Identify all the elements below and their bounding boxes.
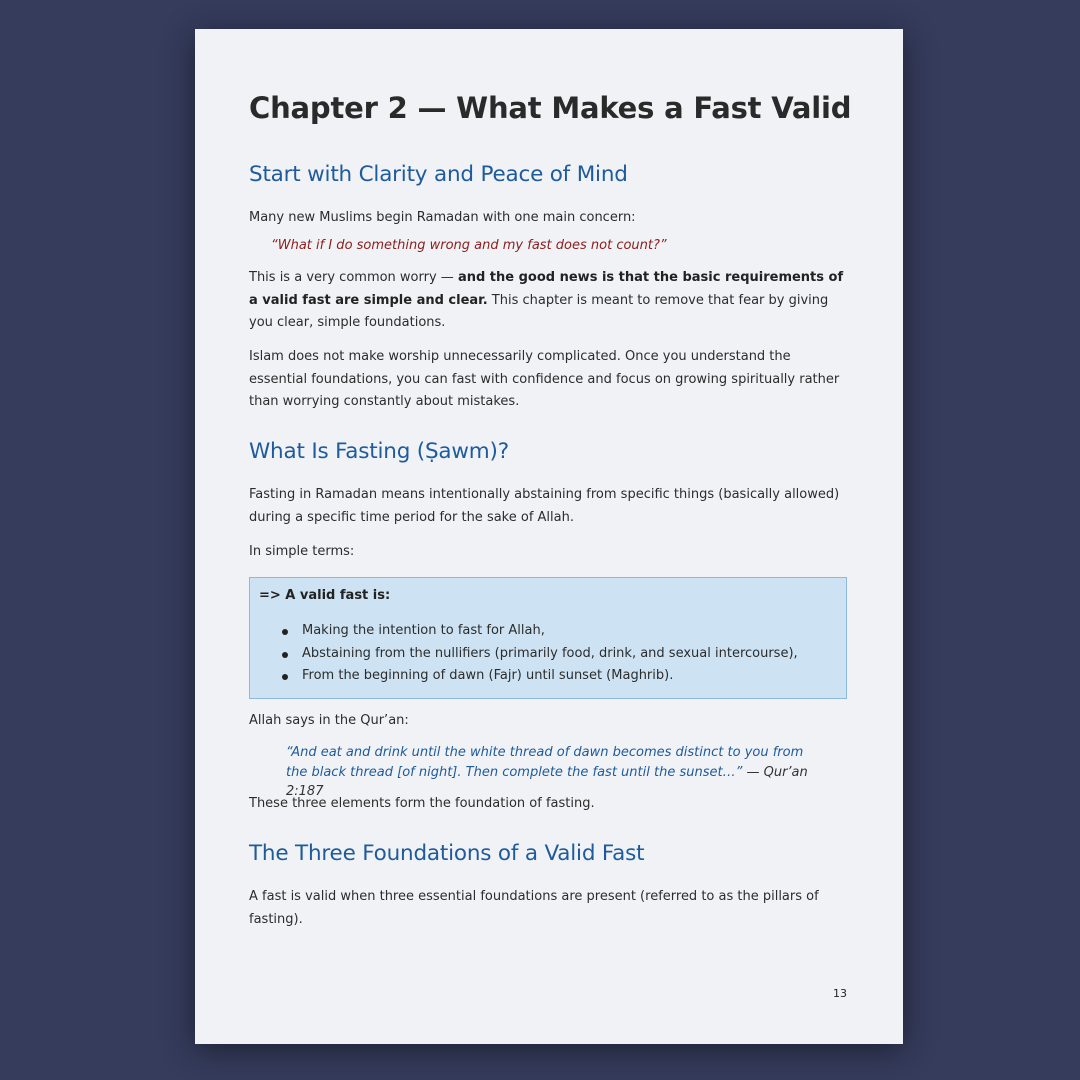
worry-quote: “What if I do something wrong and my fast does not count?”: [271, 238, 667, 253]
bold-text: and the good news is that the basic requirements of a valid fast are simple and clear.: [249, 270, 844, 308]
paragraph-simple-terms: In simple terms:: [249, 544, 355, 559]
box-title: => A valid fast is:: [259, 588, 391, 603]
page-number: 13: [833, 987, 847, 1000]
valid-fast-box: [249, 577, 847, 699]
quran-reference: — Qur’an 2:187: [286, 764, 808, 799]
bullet-icon: [282, 674, 288, 680]
bullet-icon: [282, 652, 288, 658]
paragraph-concern: Many new Muslims begin Ramadan with one main concern:: [249, 210, 636, 225]
bullet-icon: [282, 629, 288, 635]
list-item: [250, 665, 798, 688]
paragraph-common-worry: [249, 267, 849, 335]
text-span: This is a very common worry —: [249, 270, 458, 285]
list-item-text: Abstaining from the nullifiers (primarily food, drink, and sexual intercourse),: [302, 645, 798, 661]
section-heading-foundations: The Three Foundations of a Valid Fast: [249, 841, 645, 866]
list-item-text: From the beginning of dawn (Fajr) until sunset (Maghrib).: [302, 668, 674, 683]
list-item: [250, 620, 798, 643]
paragraph-islam-simple: Islam does not make worship unnecessarily complicated. Once you understand the essential foundations, you can fast with confidence and focus on growing spiritually rather than worrying constantly about mistakes.: [249, 349, 840, 409]
quran-quote-text: “And eat and drink until the white thread of dawn becomes distinct to you from the black thread [of night]. Then complete the fast until the sunset…”: [286, 745, 804, 780]
paragraph-fasting-definition: Fasting in Ramadan means intentionally abstaining from specific things (basically allowed) during a specific time period for the sake of Allah.: [249, 487, 840, 525]
section-heading-clarity: Start with Clarity and Peace of Mind: [249, 162, 628, 187]
book-page: [195, 29, 903, 1044]
section-heading-fasting: What Is Fasting (Ṣawm)?: [249, 439, 509, 464]
list-item: [250, 643, 798, 666]
valid-fast-list: [250, 620, 798, 688]
list-item-text: Making the intention to fast for Allah,: [302, 623, 545, 638]
paragraph-valid-when: A fast is valid when three essential foundations are present (referred to as the pillars of fasting).: [249, 889, 819, 927]
paragraph-allah-says: Allah says in the Qur’an:: [249, 713, 409, 728]
paragraph-three-elements: These three elements form the foundation of fasting.: [249, 796, 595, 811]
text-span: This chapter is meant to remove that fear by giving you clear, simple foundations.: [249, 292, 829, 330]
chapter-title: Chapter 2 — What Makes a Fast Valid: [249, 91, 852, 125]
